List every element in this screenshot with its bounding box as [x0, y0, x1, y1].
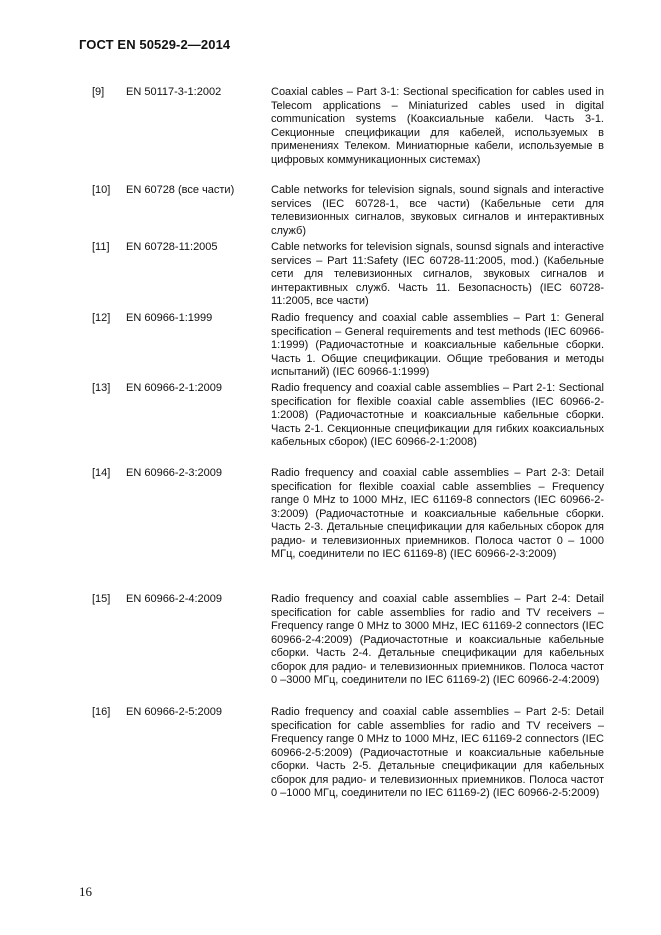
- reference-description: Radio frequency and coaxial cable assemblies – Part 2-4: Detail specification for cable assemblies for radio and TV receivers – Frequency range 0 MHz to 3000 MHz, IEC 61169-2 connectors (IEC 60966-2-4:2009) (Радиочастотные и коаксиальные кабельные сборки. Часть 2-4. Детальные спецификации для кабельных сборок для радио- и телевизионных приемников. Полоса частот 0 –3000 МГц, соединители по IEC 61169-2) (IEC 60966-2-4:2009): [271, 593, 604, 686]
- reference-number: [12]: [92, 312, 111, 324]
- reference-number: [10]: [92, 184, 111, 196]
- standard-designation: EN 60966-2-5:2009: [126, 706, 223, 718]
- standard-designation: EN 60966-1:1999: [126, 312, 213, 324]
- reference-description: Radio frequency and coaxial cable assemblies – Part 2-3: Detail specification for flexible coaxial cable assemblies – Frequency range 0 MHz to 1000 MHz, IEC 61169-8 connectors (IEC 60966-2-3:2009) (Радиочастотные и коаксиальные кабельные сборки. Часть 2-3. Детальные спецификации для кабельных сборок для радио- и телевизионных приемников. Полоса частот 0 – 1000 МГц, соединители по IEC 61169-8) (IEC 60966-2-3:2009): [271, 467, 604, 560]
- standard-designation: EN 60728 (все части): [126, 184, 235, 196]
- standard-designation: EN 60966-2-1:2009: [126, 382, 223, 394]
- standard-designation: EN 60966-2-4:2009: [126, 593, 223, 605]
- reference-number: [11]: [92, 241, 110, 253]
- reference-number: [16]: [92, 706, 111, 718]
- document-header: ГОСТ EN 50529-2—2014: [79, 37, 231, 52]
- reference-description: Cable networks for television signals, sound signals and interactive services (IEC 60728-1, все части) (Кабельные сети для телевизионных сигналов, звуковых сигналов и интерактивных служб): [271, 184, 604, 237]
- reference-description: Cable networks for television signals, sounsd signals and interactive services – Part 11:Safety (IEC 60728-11:2005, mod.) (Кабельные сети для телевизионных сигналов, звуковых сигналов и интерактивных служб. Часть 11. Безопасность) (IEC 60728-11:2005, все части): [271, 241, 604, 307]
- reference-number: [14]: [92, 467, 111, 479]
- standard-designation: EN 60728-11:2005: [126, 241, 218, 253]
- reference-description: Radio frequency and coaxial cable assemblies – Part 2-5: Detail specification for cable assemblies for radio and TV receivers – Frequency range 0 MHz to 1000 MHz, IEC 61169-2 connectors (IEC 60966-2-5:2009) (Радиочастотные и коаксиальные кабельные сборки. Часть 2-5. Детальные спецификации для кабельных сборок для радио- и телевизионных приемников. Полоса частот 0 –1000 МГц, соединители по IEC 61169-2) (IEC 60966-2-5:2009): [271, 706, 604, 799]
- reference-description: Coaxial cables – Part 3-1: Sectional specification for cables used in Telecom applications – Miniaturized cables used in digital communication systems (Коаксиальные кабели. Часть 3-1. Секционные спецификации для кабелей, используемых в применениях Телеком. Миниатюрные кабели, используемые в цифровых коммуникационных системах): [271, 86, 604, 166]
- page-number: 16: [79, 884, 92, 899]
- reference-number: [9]: [92, 86, 105, 98]
- reference-number: [15]: [92, 593, 111, 605]
- reference-number: [13]: [92, 382, 111, 394]
- reference-description: Radio frequency and coaxial cable assemblies – Part 2-1: Sectional specification for flexible coaxial cable assemblies (IEC 60966-2-1:2008) (Радиочастотные и коаксиальные кабельные сборки. Часть 2-1. Секционные спецификации для гибких коаксиальных кабельных сборок) (IEC 60966-2-1:2008): [271, 382, 604, 448]
- reference-description: Radio frequency and coaxial cable assemblies – Part 1: General specification – General requirements and test methods (IEC 60966-1:1999) (Радиочастотные и коаксиальные кабельные сборки. Часть 1. Общие спецификации. Общие требования и методы испытаний) (IEC 60966-1:1999): [271, 312, 604, 378]
- standard-designation: EN 50117-3-1:2002: [126, 86, 222, 98]
- standard-designation: EN 60966-2-3:2009: [126, 467, 223, 479]
